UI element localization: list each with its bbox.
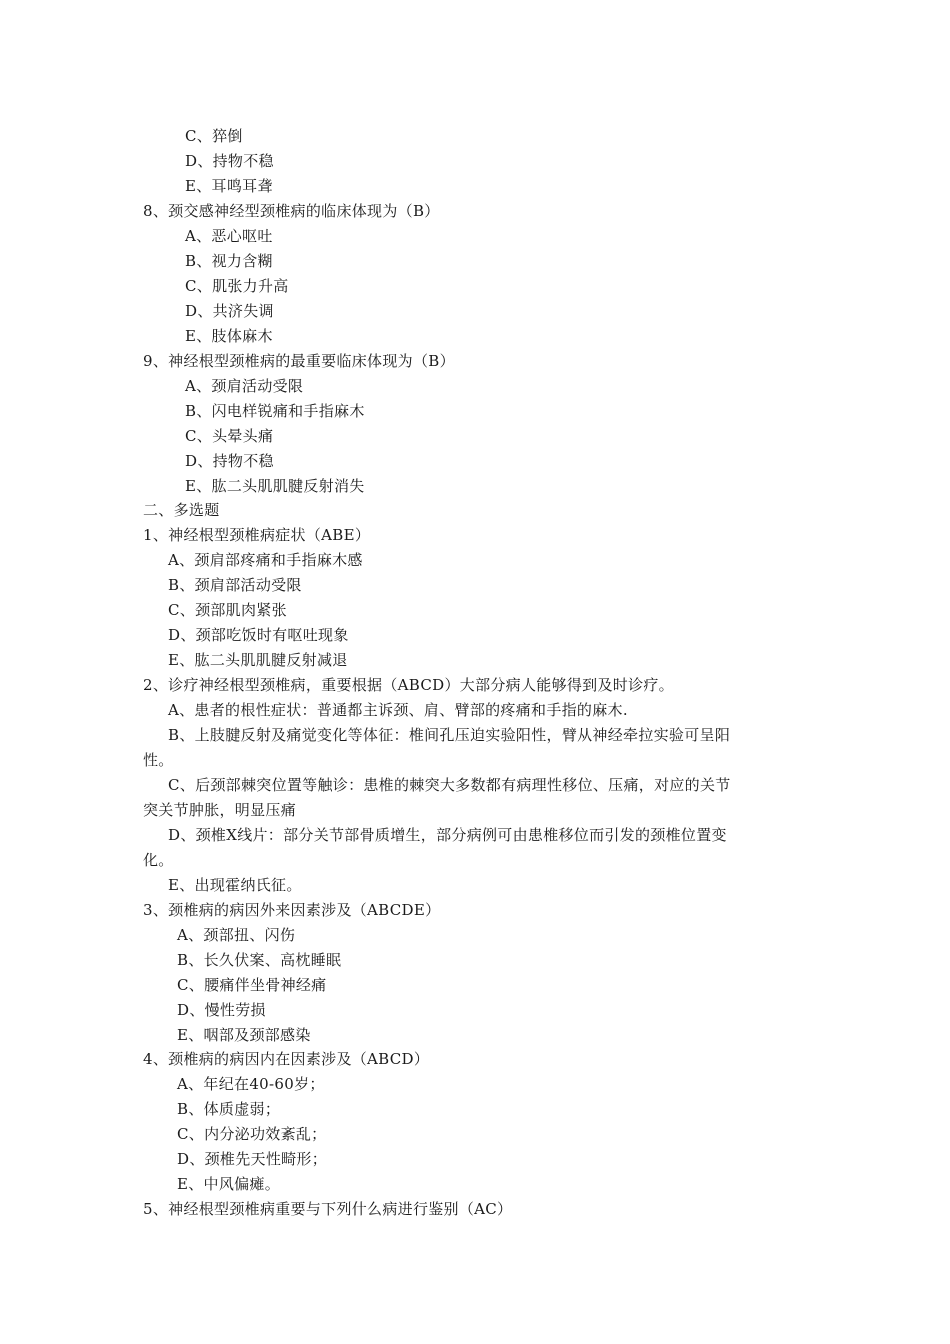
option-c: C、腰痛伴坐骨神经痛 (177, 976, 327, 994)
option-d: D、颈椎先天性畸形； (177, 1150, 328, 1168)
option-b: B、上肢腱反射及痛觉变化等体征：椎间孔压迫实验阳性，臂从神经牵拉实验可呈阳 (168, 726, 731, 744)
option-e: E、肱二头肌肌腱反射消失 (185, 477, 365, 495)
option-e: E、咽部及颈部感染 (177, 1026, 311, 1044)
option-d: D、颈椎X线片：部分关节部骨质增生，部分病例可由患椎移位而引发的颈椎位置变 (168, 826, 727, 844)
question-1: 1、神经根型颈椎病症状（ABE） (143, 526, 371, 544)
option-e: E、出现霍纳氏征。 (168, 876, 302, 894)
option-e: E、耳鸣耳聋 (185, 177, 273, 195)
option-c: C、头晕头痛 (185, 427, 274, 445)
option-b: B、闪电样锐痛和手指麻木 (185, 402, 365, 420)
question-9: 9、神经根型颈椎病的最重要临床体现为（B） (143, 352, 455, 370)
option-a: A、颈肩部疼痛和手指麻木感 (168, 551, 363, 569)
option-b: B、视力含糊 (185, 252, 273, 270)
option-a: A、恶心呕吐 (185, 227, 273, 245)
question-3: 3、颈椎病的病因外来因素涉及（ABCDE） (143, 901, 441, 919)
option-d: D、颈部吃饭时有呕吐现象 (168, 626, 349, 644)
question-4: 4、颈椎病的病因内在因素涉及（ABCD） (143, 1050, 430, 1068)
option-b: B、颈肩部活动受限 (168, 576, 302, 594)
option-e: E、肢体麻木 (185, 327, 273, 345)
option-c: C、内分泌功效紊乱； (177, 1125, 327, 1143)
option-d-continued: 化。 (143, 851, 174, 869)
option-c: C、后颈部棘突位置等触诊：患椎的棘突大多数都有病理性移位、压痛，对应的关节 (168, 776, 731, 794)
option-e: E、中风偏瘫。 (177, 1175, 281, 1193)
option-a: A、颈肩活动受限 (185, 377, 304, 395)
option-d: D、共济失调 (185, 302, 274, 320)
option-d: D、慢性劳损 (177, 1001, 266, 1019)
section-heading: 二、多选题 (143, 501, 220, 519)
option-c: C、肌张力升高 (185, 277, 289, 295)
option-b: B、体质虚弱； (177, 1100, 281, 1118)
option-b-continued: 性。 (143, 751, 174, 769)
option-a: A、年纪在40-60岁； (177, 1075, 325, 1093)
option-c: C、颈部肌肉紧张 (168, 601, 287, 619)
option-b: B、长久伏案、高枕睡眠 (177, 951, 342, 969)
option-c-continued: 突关节肿胀，明显压痛 (143, 801, 297, 819)
option-d: D、持物不稳 (185, 452, 274, 470)
option-a: A、患者的根性症状：普通都主诉颈、肩、臂部的疼痛和手指的麻木. (168, 701, 628, 719)
question-8: 8、颈交感神经型颈椎病的临床体现为（B） (143, 202, 440, 220)
option-d: D、持物不稳 (185, 152, 274, 170)
question-5: 5、神经根型颈椎病重要与下列什么病进行鉴别（AC） (143, 1200, 513, 1218)
question-2: 2、诊疗神经根型颈椎病，重要根据（ABCD）大部分病人能够得到及时诊疗。 (143, 676, 674, 694)
option-c: C、猝倒 (185, 127, 243, 145)
option-a: A、颈部扭、闪伤 (177, 926, 296, 944)
option-e: E、肱二头肌肌腱反射减退 (168, 651, 348, 669)
